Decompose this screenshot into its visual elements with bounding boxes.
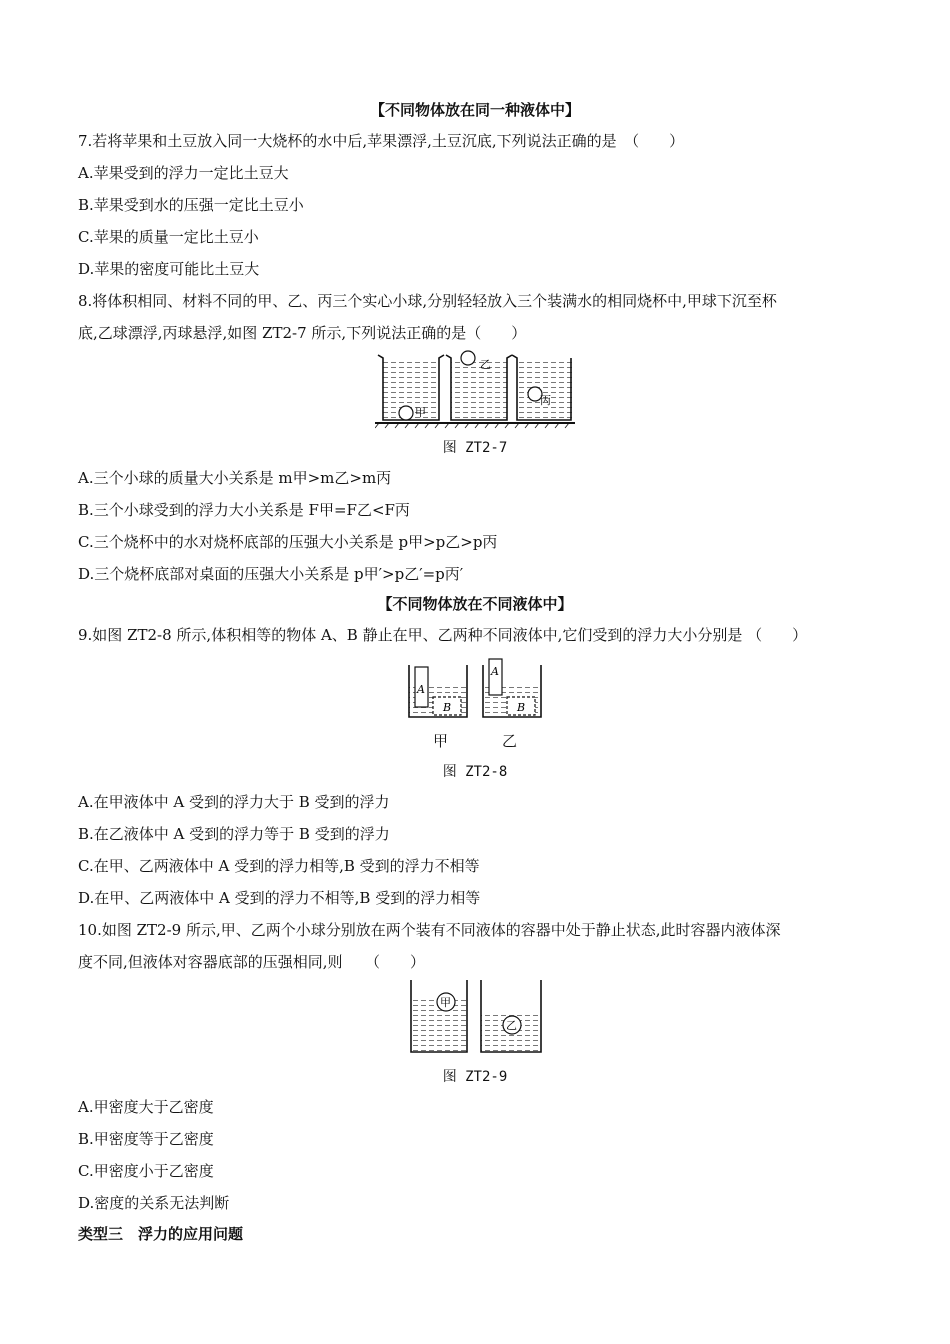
q9-option-d: D.在甲、乙两液体中 A 受到的浮力不相等,B 受到的浮力相等 xyxy=(78,889,481,907)
figure-zt2-7 xyxy=(375,350,575,430)
label-jia: 甲 xyxy=(415,406,426,419)
q10-option-b: B.甲密度等于乙密度 xyxy=(78,1130,214,1148)
caption-zt2-7: 图 ZT2-7 xyxy=(442,440,508,456)
section-heading-same-liquid: 【不同物体放在同一种液体中】 xyxy=(369,101,580,119)
q9-option-b: B.在乙液体中 A 受到的浮力等于 B 受到的浮力 xyxy=(78,825,390,843)
question-10-stem-line1: 10.如图 ZT2-9 所示,甲、乙两个小球分别放在两个装有不同液体的容器中处于静止状态,此时容器内液体深 xyxy=(78,921,781,939)
q7-option-d: D.苹果的密度可能比土豆大 xyxy=(78,260,260,278)
caption-zt2-8: 图 ZT2-8 xyxy=(442,764,508,780)
beaker-yi xyxy=(446,351,512,420)
q10-option-c: C.甲密度小于乙密度 xyxy=(78,1162,214,1180)
object-a-label: A xyxy=(417,683,425,696)
question-9-stem: 9.如图 ZT2-8 所示,体积相等的物体 A、B 静止在甲、乙两种不同液体中,它们受到的浮力大小分别是 （ ） xyxy=(78,626,808,644)
q10-option-a: A.甲密度大于乙密度 xyxy=(78,1098,214,1116)
container-jia xyxy=(411,980,467,1052)
sub-label-yi: 乙 xyxy=(502,732,518,750)
ball-jia-label: 甲 xyxy=(440,996,451,1009)
figure-zt2-9 xyxy=(405,978,545,1058)
q7-option-c: C.苹果的质量一定比土豆小 xyxy=(78,228,259,246)
ball-yi-label: 乙 xyxy=(506,1019,517,1032)
container-jia xyxy=(409,665,467,717)
q7-option-b: B.苹果受到水的压强一定比土豆小 xyxy=(78,196,304,214)
question-8-stem-line1: 8.将体积相同、材料不同的甲、乙、丙三个实心小球,分别轻轻放入三个装满水的相同烧杯中,甲球下沉至杯 xyxy=(78,292,777,310)
beaker-jia xyxy=(378,355,444,420)
object-b-label: B xyxy=(443,701,452,714)
section-heading-different-liquids: 【不同物体放在不同液体中】 xyxy=(377,595,573,613)
q10-option-d: D.密度的关系无法判断 xyxy=(78,1194,230,1212)
q7-option-a: A.苹果受到的浮力一定比土豆大 xyxy=(78,164,289,182)
q8-option-b: B.三个小球受到的浮力大小关系是 F甲=F乙<F丙 xyxy=(78,501,410,519)
q9-option-c: C.在甲、乙两液体中 A 受到的浮力相等,B 受到的浮力不相等 xyxy=(78,857,480,875)
question-10-stem-line2: 度不同,但液体对容器底部的压强相同,则 （ ） xyxy=(78,953,426,971)
section-heading-type-three: 类型三 浮力的应用问题 xyxy=(78,1225,244,1243)
object-b-label: B xyxy=(517,701,526,714)
container-yi xyxy=(481,980,541,1052)
sub-label-jia: 甲 xyxy=(433,732,449,750)
q8-option-d: D.三个烧杯底部对桌面的压强大小关系是 p甲′>p乙′=p丙′ xyxy=(78,565,464,583)
caption-zt2-9: 图 ZT2-9 xyxy=(442,1069,508,1085)
label-bing: 丙 xyxy=(540,394,551,407)
container-yi xyxy=(483,659,541,717)
q8-option-c: C.三个烧杯中的水对烧杯底部的压强大小关系是 p甲>p乙>p丙 xyxy=(78,533,498,551)
question-8-stem-line2: 底,乙球漂浮,丙球悬浮,如图 ZT2-7 所示,下列说法正确的是（ ） xyxy=(78,324,527,342)
label-yi: 乙 xyxy=(480,358,491,371)
object-a-label: A xyxy=(491,665,499,678)
beaker-bing xyxy=(512,355,573,420)
question-7-stem: 7.若将苹果和土豆放入同一大烧杯的水中后,苹果漂浮,土豆沉底,下列说法正确的是 （ ） xyxy=(78,132,685,150)
q9-option-a: A.在甲液体中 A 受到的浮力大于 B 受到的浮力 xyxy=(78,793,390,811)
figure-zt2-8 xyxy=(405,655,545,725)
q8-option-a: A.三个小球的质量大小关系是 m甲>m乙>m丙 xyxy=(78,469,392,487)
